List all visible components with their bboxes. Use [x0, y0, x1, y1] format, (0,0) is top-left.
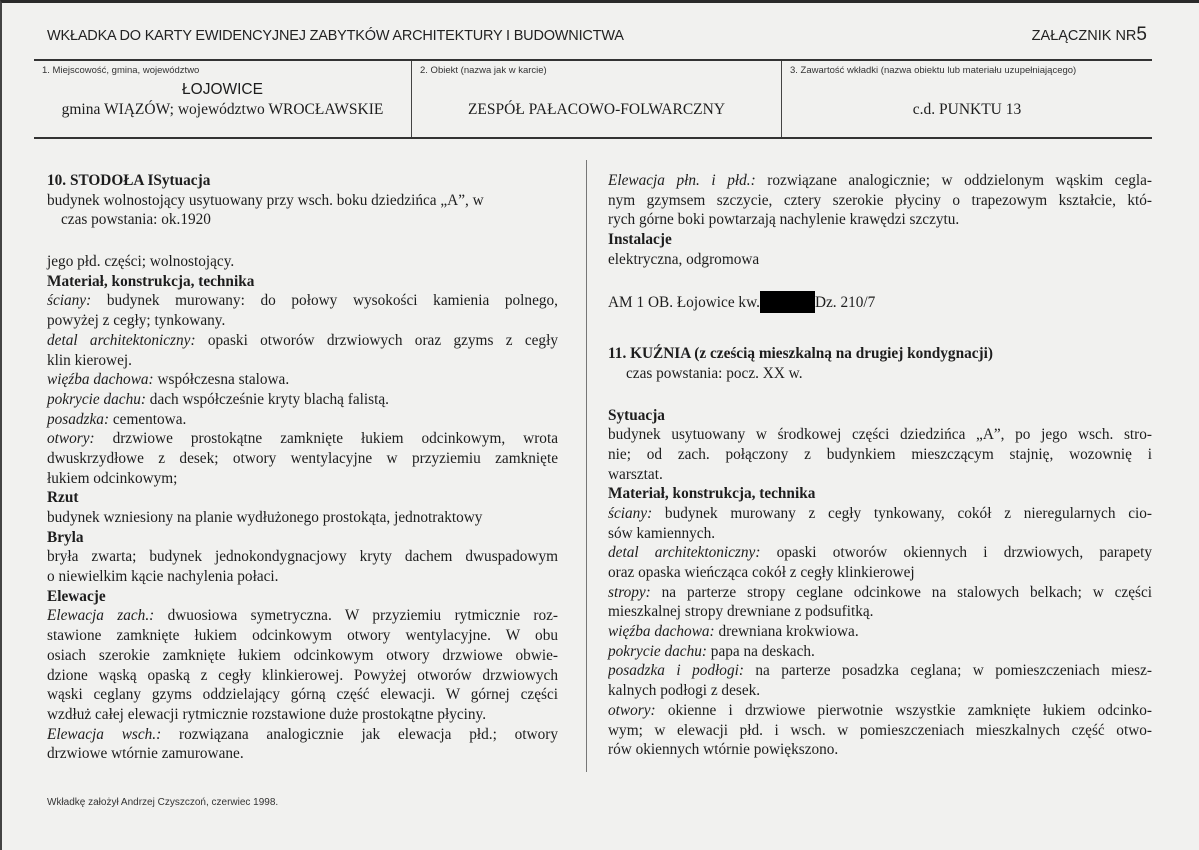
- text-line: [608, 504, 1152, 524]
- text-line: dzione wąską opaską z cegły klinkierowej. Powyżej otworów drzwiowych: [47, 666, 558, 684]
- section-heading: 11. KUŹNIA (z cześcią mieszkalną na drugiej kondygnacji): [608, 345, 993, 363]
- text-line: [47, 370, 558, 390]
- term-text: rozwiązane analogicznie; w oddzielonym wąskim cegla-: [755, 172, 1152, 189]
- subheading: Rzut: [47, 489, 79, 507]
- subheading: Elewacje: [47, 587, 106, 605]
- left-column: [47, 171, 558, 764]
- text-line: elektryczna, odgromowa: [608, 250, 760, 268]
- term-text: opaski otworów okiennych i drzwiowych, parapety: [760, 544, 1152, 562]
- field-value: gmina WIĄZÓW; województwo WROCŁAWSKIE: [61, 101, 384, 118]
- text-line: rów okiennych wtórnie powiększono.: [608, 741, 839, 759]
- term-label: otwory:: [47, 430, 95, 448]
- section-heading: 10. STODOŁA ISytuacja: [47, 172, 211, 189]
- term-text: opaski otworów drzwiowych oraz gzyms z cegły: [195, 331, 558, 349]
- field-location: [34, 61, 412, 137]
- text-line: warsztat.: [608, 465, 663, 483]
- text-line: powyżej z cegły; tynkowany.: [47, 312, 226, 330]
- term-text: papa na deskach.: [706, 642, 815, 660]
- text-line: dwuskrzydłowe z desek; otwory wentylacyjne w przyziemiu zamknięte: [47, 449, 558, 467]
- text-line: oraz opaska wieńcząca cokół z cegły klinkierowej: [608, 564, 915, 581]
- field-value: ZESPÓŁ PAŁACOWO-FOLWARCZNY: [467, 101, 726, 118]
- subheading: Sytuacja: [608, 406, 665, 424]
- field-value: c.d. PUNKTU 13: [912, 101, 1022, 118]
- text-line: bryła zwarta; budynek jednokondygnacjowy kryty dachem dwuspadowym: [47, 548, 558, 566]
- document-title: WKŁADKA DO KARTY EWIDENCYJNEJ ZABYTKÓW ARCHITEKTURY I BUDOWNICTWA: [47, 28, 624, 44]
- text-line: budynek wolnostojący usytuowany przy wsch. boku dziedzińca „A”, w: [47, 191, 484, 209]
- field-value: ŁOJOWICE: [182, 81, 263, 98]
- term-text: dwuosiowa symetryczna. W przyziemiu rytmicznie roz-: [154, 607, 558, 625]
- text-line: drzwiowe wtórnie zamurowane.: [47, 745, 244, 763]
- text-line: [47, 291, 558, 311]
- term-text: rozwiązana analogicznie jak elewacja płd.; otwory: [161, 725, 558, 743]
- text-line: [47, 331, 558, 351]
- subheading: Materiał, konstrukcja, technika: [608, 485, 816, 503]
- term-text: współczesna stalowa.: [153, 371, 290, 389]
- parcel-prefix: AM 1 OB. Łojowice kw.: [608, 294, 760, 312]
- right-column: [608, 171, 1152, 760]
- text-line: [608, 543, 1152, 563]
- subheading: Bryla: [47, 528, 84, 546]
- term-text: na parterze posadzka ceglana; w pomieszczeniach miesz-: [743, 662, 1152, 680]
- text-line: klin kierowej.: [47, 351, 132, 369]
- annex-label: [1032, 24, 1147, 46]
- annex-text: ZAŁĄCZNIK NR: [1031, 28, 1137, 44]
- redaction-box: [760, 291, 815, 313]
- text-line: [47, 390, 558, 410]
- term-label: detal architektoniczny:: [608, 544, 761, 562]
- text-line: [608, 642, 1152, 662]
- parcel-line: [608, 291, 1152, 311]
- term-text: budynek murowany: do połowy wysokości kamienia polnego,: [91, 292, 558, 310]
- term-label: pokrycie dachu:: [608, 642, 707, 660]
- term-label: ściany:: [47, 292, 92, 310]
- parcel-suffix: Dz. 210/7: [814, 294, 876, 312]
- term-text: na parterze stropy ceglane odcinkowe na stalowych belkach; w części: [650, 583, 1152, 601]
- term-label: więźba dachowa:: [608, 623, 715, 641]
- author-footer: Wkładkę założył Andrzej Czyszczoń, czerwiec 1998.: [47, 797, 279, 808]
- text-line: budynek wzniesiony na planie wydłużonego prostokąta, jednotraktowy: [47, 509, 483, 526]
- term-label: Elewacja wsch.:: [47, 725, 162, 743]
- text-line: nie; od zach. połączony z budynkiem mieszczącym stajnię, wozownię i: [608, 445, 1152, 463]
- text-line: [608, 661, 1152, 681]
- annex-number: 5: [1136, 24, 1147, 45]
- text-line: sów kamiennych.: [608, 524, 716, 542]
- term-label: Elewacja płn. i płd.:: [608, 172, 756, 189]
- text-line: osiach szerokie zamknięte łukiem odcinkowym otwory drzwiowe obwie-: [47, 646, 558, 664]
- column-divider: [586, 160, 587, 772]
- text-line: łukiem odcinkowym;: [47, 469, 178, 487]
- field-content: [782, 61, 1152, 137]
- field-label: 3. Zawartość wkładki (nazwa obiektu lub materiału uzupełniającego): [790, 65, 1077, 76]
- field-label: 2. Obiekt (nazwa jak w karcie): [420, 65, 547, 76]
- text-line: jego płd. części; wolnostojący.: [47, 253, 235, 271]
- term-label: ściany:: [608, 504, 653, 522]
- term-label: posadzka i podłogi:: [608, 662, 744, 680]
- term-label: stropy:: [608, 583, 651, 601]
- text-line: czas powstania: pocz. XX w.: [626, 364, 803, 382]
- text-line: wzdłuż całej elewacji rytmicznie rozstawione duże prostokątne płyciny.: [47, 705, 487, 723]
- text-line: budynek usytuowany w środkowej części dziedzińca „A”, po jego wsch. stro-: [608, 426, 1152, 444]
- term-text: budynek murowany z cegły tynkowany, cokół z nieregularnych cio-: [652, 504, 1152, 522]
- term-label: otwory:: [608, 701, 656, 719]
- text-line: stawione zamknięte łukiem odcinkowym otwory wentylacyjne. W obu: [47, 627, 558, 645]
- field-object: [412, 61, 782, 137]
- term-text: cementowa.: [109, 410, 187, 428]
- term-label: posadzka:: [47, 410, 110, 428]
- text-line: czas powstania: ok.1920: [61, 211, 211, 229]
- text-line: wym; w elewacji płd. i wsch. w pomieszczeniach mieszkalnych część otwo-: [608, 721, 1152, 739]
- subheading: Instalacje: [608, 231, 672, 249]
- term-text: okienne i drzwiowe pierwotnie wszystkie zamknięte łukiem odcinko-: [655, 701, 1152, 719]
- term-text: drzwiowe prostokątne zamknięte łukiem odcinkowym, wrota: [94, 430, 558, 448]
- text-line: [608, 622, 1152, 642]
- text-line: [47, 606, 558, 626]
- text-line: kalnych podłogi z desek.: [608, 682, 761, 700]
- field-label: 1. Miejscowość, gmina, województwo: [42, 65, 200, 76]
- term-text: dach współcześnie kryty blachą falistą.: [145, 390, 389, 408]
- term-text: drewniana krokwiowa.: [714, 623, 859, 641]
- text-line: rych górne boki powtarzają nachylenie krawędzi szczytu.: [608, 211, 960, 229]
- text-line: [608, 701, 1152, 721]
- term-label: Elewacja zach.:: [47, 607, 155, 625]
- subheading: Materiał, konstrukcja, technika: [47, 272, 255, 290]
- term-label: więźba dachowa:: [47, 371, 154, 389]
- header-table: [34, 59, 1152, 139]
- term-label: detal architektoniczny:: [47, 331, 196, 349]
- term-label: pokrycie dachu:: [47, 390, 146, 408]
- text-line: [47, 429, 558, 449]
- text-line: o niewielkim kącie nachylenia połaci.: [47, 568, 279, 586]
- text-line: [47, 410, 558, 430]
- text-line: mieszkalnej stropy drewniane z podsufitką.: [608, 603, 874, 621]
- text-line: nym gzymsem szczycie, cztery szerokie płyciny o trapezowym kształcie, któ-: [608, 191, 1152, 209]
- text-line: [608, 171, 1152, 191]
- text-line: [608, 583, 1152, 603]
- text-line: [47, 725, 558, 745]
- text-line: wąski ceglany gzyms oddzielający górną część elewacji. W górnej części: [47, 686, 558, 704]
